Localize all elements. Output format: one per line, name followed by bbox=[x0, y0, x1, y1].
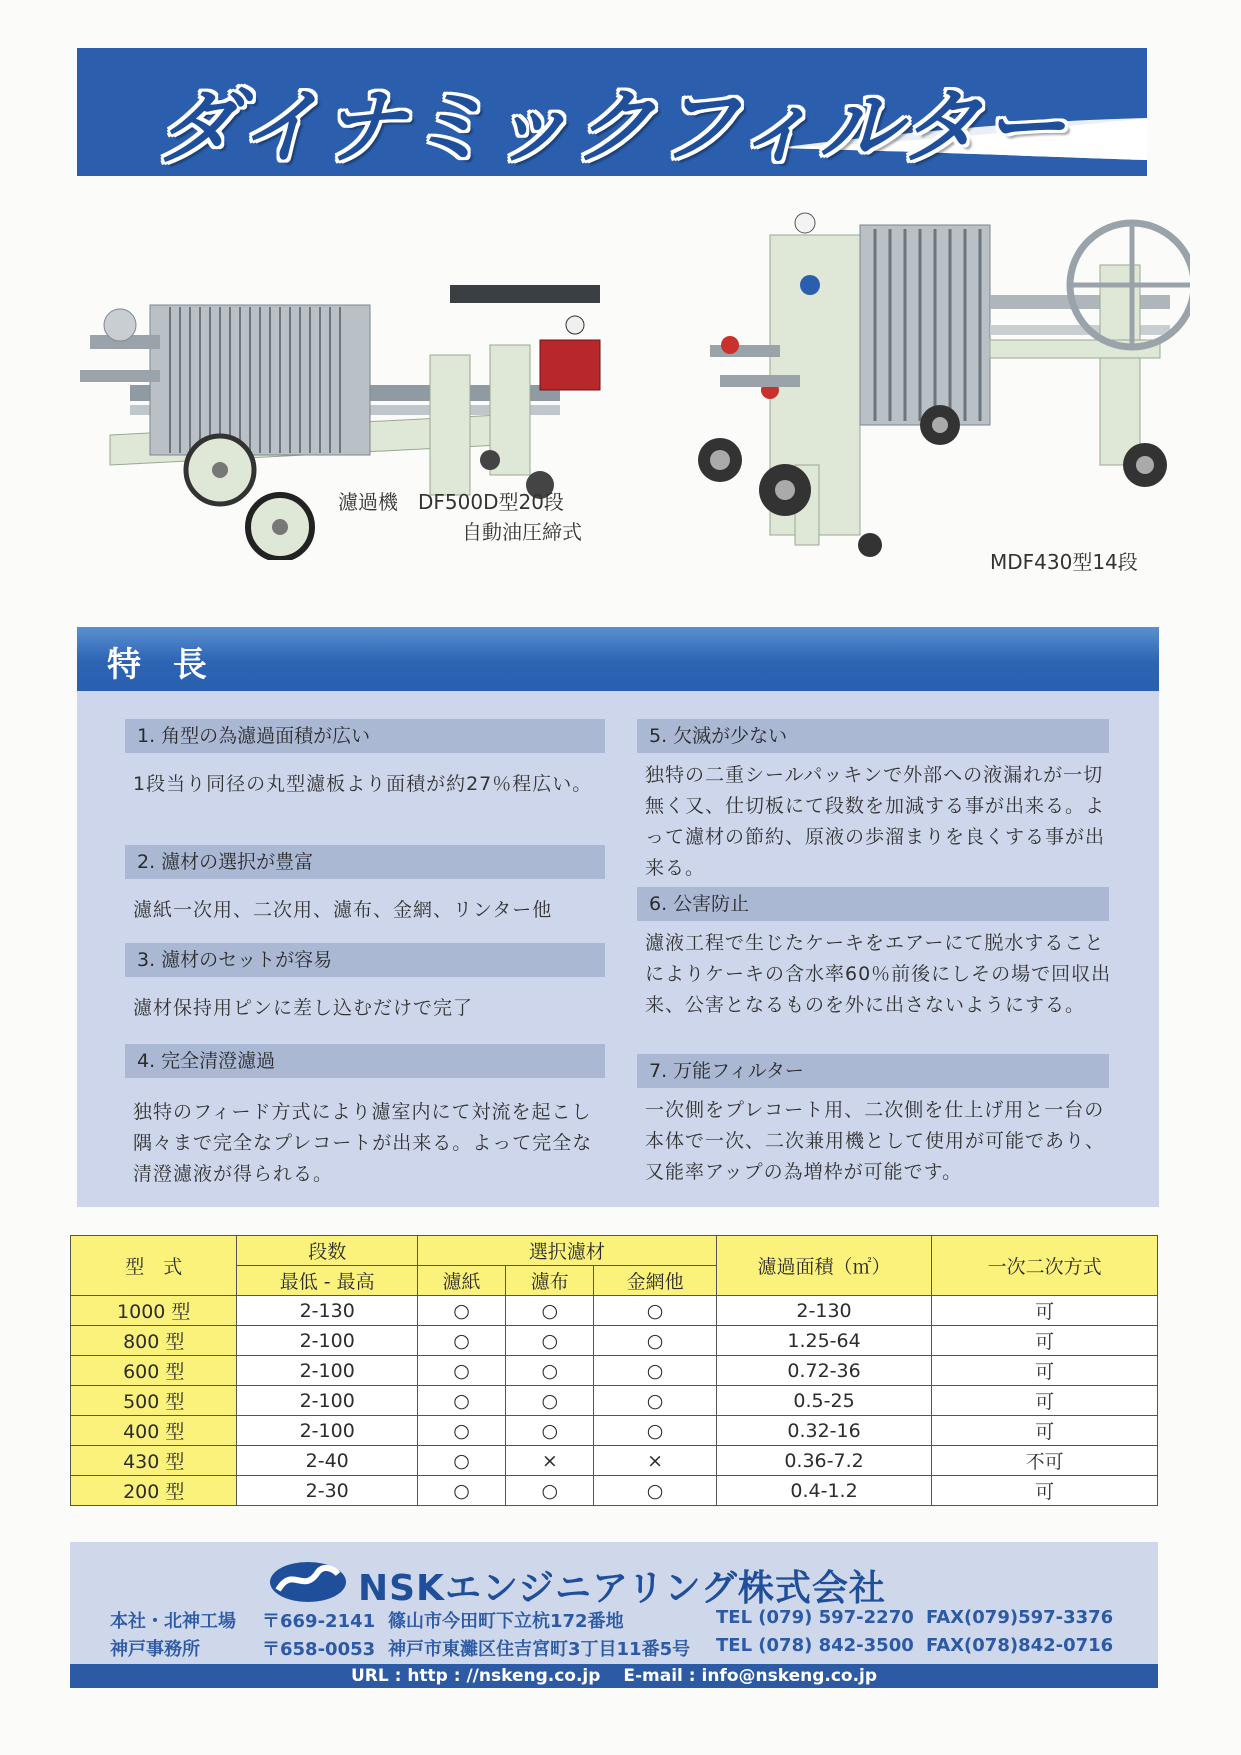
cloth-cell: ○ bbox=[506, 1356, 594, 1386]
photo-caption-df500d bbox=[338, 487, 582, 547]
mesh-cell: ○ bbox=[594, 1326, 716, 1356]
paper-cell: ○ bbox=[417, 1356, 505, 1386]
paper-cell: ○ bbox=[417, 1416, 505, 1446]
model-cell: 200 型 bbox=[71, 1476, 237, 1506]
area-cell: 0.4-1.2 bbox=[716, 1476, 932, 1506]
stages-cell: 2-130 bbox=[237, 1296, 417, 1326]
table-row bbox=[71, 1386, 1158, 1416]
header-media: 選択濾材 bbox=[417, 1236, 716, 1266]
feature-2-body: 濾紙一次用、二次用、濾布、金網、リンター他 bbox=[133, 899, 553, 921]
feature-4-body: 独特のフィード方式により濾室内にて対流を起こし隅々まで完全なプレコートが出来る。よって完全な清澄濾液が得られる。 bbox=[133, 1101, 593, 1185]
company-name: NSKエンジニアリング株式会社 bbox=[358, 1568, 886, 1609]
feature-3-body: 濾材保持用ピンに差し込むだけで完了 bbox=[133, 997, 474, 1019]
area-cell: 1.25-64 bbox=[716, 1326, 932, 1356]
paper-cell: ○ bbox=[417, 1386, 505, 1416]
method-cell: 可 bbox=[932, 1476, 1158, 1506]
model-cell: 800 型 bbox=[71, 1326, 237, 1356]
feature-6-body: 濾液工程で生じたケーキをエアーにて脱水することによりケーキの含水率60％前後にしその場で回収出来、公害となるものを外に出さないようにする。 bbox=[645, 932, 1112, 1016]
table-row bbox=[71, 1446, 1158, 1476]
nsk-logo-mark-icon bbox=[268, 1560, 348, 1604]
features-heading: 特 長 bbox=[107, 645, 217, 685]
area-cell: 0.32-16 bbox=[716, 1416, 932, 1446]
url-email-bar: URL : http : //nskeng.co.jp E-mail : info@nskeng.co.jp bbox=[70, 1664, 1158, 1688]
features-panel bbox=[77, 627, 1159, 1207]
cloth-cell: ○ bbox=[506, 1326, 594, 1356]
stages-cell: 2-100 bbox=[237, 1326, 417, 1356]
method-cell: 可 bbox=[932, 1326, 1158, 1356]
model-cell: 400 型 bbox=[71, 1416, 237, 1446]
filter-machine-photo-mdf430 bbox=[690, 205, 1190, 595]
feature-3-title: 3. 濾材のセットが容易 bbox=[125, 943, 605, 977]
area-cell: 0.72-36 bbox=[716, 1356, 932, 1386]
feature-4-title: 4. 完全清澄濾過 bbox=[125, 1044, 605, 1078]
mesh-cell: ○ bbox=[594, 1476, 716, 1506]
header-stages: 段数 bbox=[237, 1236, 417, 1266]
header-stages-sub: 最低 - 最高 bbox=[237, 1266, 417, 1296]
cloth-cell: ○ bbox=[506, 1296, 594, 1326]
method-cell: 可 bbox=[932, 1356, 1158, 1386]
office1-zip: 〒669-2141 bbox=[262, 1611, 376, 1632]
table-row bbox=[71, 1476, 1158, 1506]
mesh-cell: ○ bbox=[594, 1386, 716, 1416]
feature-1-body: 1段当り同径の丸型濾板より面積が約27％程広い。 bbox=[133, 773, 593, 795]
method-cell: 可 bbox=[932, 1296, 1158, 1326]
method-cell: 不可 bbox=[932, 1446, 1158, 1476]
mesh-cell: ○ bbox=[594, 1416, 716, 1446]
office2-zip: 〒658-0053 bbox=[262, 1639, 376, 1660]
office2-address: 神戸市東灘区住吉宮町3丁目11番5号 bbox=[388, 1639, 691, 1660]
stages-cell: 2-100 bbox=[237, 1416, 417, 1446]
model-cell: 500 型 bbox=[71, 1386, 237, 1416]
photo-caption-df500d-line1: 濾過機 DF500D型20段 bbox=[338, 490, 564, 514]
feature-7-body: 一次側をプレコート用、二次側を仕上げ用と一台の本体で一次、二次兼用機として使用が可能であり、又能率アップの為増枠が可能です。 bbox=[645, 1099, 1106, 1183]
cloth-cell: × bbox=[506, 1446, 594, 1476]
cloth-cell: ○ bbox=[506, 1386, 594, 1416]
cloth-cell: ○ bbox=[506, 1476, 594, 1506]
stages-cell: 2-100 bbox=[237, 1356, 417, 1386]
table-header-row bbox=[71, 1236, 1158, 1266]
method-cell: 可 bbox=[932, 1416, 1158, 1446]
table-row bbox=[71, 1356, 1158, 1386]
area-cell: 2-130 bbox=[716, 1296, 932, 1326]
spec-table bbox=[70, 1235, 1158, 1506]
feature-6-title: 6. 公害防止 bbox=[637, 887, 1109, 921]
office2-fax: FAX(078)842-0716 bbox=[926, 1635, 1114, 1656]
title-banner bbox=[77, 48, 1147, 176]
header-model: 型 式 bbox=[71, 1236, 237, 1296]
table-row bbox=[71, 1416, 1158, 1446]
area-cell: 0.5-25 bbox=[716, 1386, 932, 1416]
company-footer bbox=[70, 1542, 1158, 1688]
mesh-cell: ○ bbox=[594, 1356, 716, 1386]
feature-5-title: 5. 欠滅が少ない bbox=[637, 719, 1109, 753]
stages-cell: 2-30 bbox=[237, 1476, 417, 1506]
photo-caption-df500d-line2: 自動油圧締式 bbox=[462, 520, 582, 544]
office1-tel: TEL (079) 597-2270 bbox=[716, 1607, 914, 1628]
page-title: ダイナミックフィルター bbox=[156, 80, 1068, 175]
header-media-cloth: 濾布 bbox=[506, 1266, 594, 1296]
features-header bbox=[77, 627, 1159, 691]
method-cell: 可 bbox=[932, 1386, 1158, 1416]
table-row bbox=[71, 1296, 1158, 1326]
paper-cell: ○ bbox=[417, 1446, 505, 1476]
paper-cell: ○ bbox=[417, 1326, 505, 1356]
header-method: 一次二次方式 bbox=[932, 1236, 1158, 1296]
stages-cell: 2-40 bbox=[237, 1446, 417, 1476]
spec-table-body bbox=[71, 1296, 1158, 1506]
office1-address: 篠山市今田町下立杭172番地 bbox=[388, 1611, 624, 1632]
feature-7-title: 7. 万能フィルター bbox=[637, 1054, 1109, 1088]
office2-name: 神戸事務所 bbox=[110, 1639, 200, 1660]
paper-cell: ○ bbox=[417, 1296, 505, 1326]
feature-1-title: 1. 角型の為濾過面積が広い bbox=[125, 719, 605, 753]
stages-cell: 2-100 bbox=[237, 1386, 417, 1416]
model-cell: 600 型 bbox=[71, 1356, 237, 1386]
model-cell: 1000 型 bbox=[71, 1296, 237, 1326]
office1-name: 本社・北神工場 bbox=[110, 1611, 236, 1632]
header-media-mesh: 金網他 bbox=[594, 1266, 716, 1296]
feature-2-title: 2. 濾材の選択が豊富 bbox=[125, 845, 605, 879]
area-cell: 0.36-7.2 bbox=[716, 1446, 932, 1476]
office2-tel: TEL (078) 842-3500 bbox=[716, 1635, 914, 1656]
office1-fax: FAX(079)597-3376 bbox=[926, 1607, 1114, 1628]
paper-cell: ○ bbox=[417, 1476, 505, 1506]
header-media-paper: 濾紙 bbox=[417, 1266, 505, 1296]
header-area: 濾過面積（㎡） bbox=[716, 1236, 932, 1296]
photo-caption-mdf430: MDF430型14段 bbox=[990, 550, 1138, 574]
cloth-cell: ○ bbox=[506, 1416, 594, 1446]
mesh-cell: ○ bbox=[594, 1296, 716, 1326]
feature-5-body: 独特の二重シールパッキンで外部への液漏れが一切無く又、仕切板にて段数を加減する事が出来る。よって濾材の節約、原液の歩溜まりを良くする事が出来る。 bbox=[645, 764, 1106, 879]
mesh-cell: × bbox=[594, 1446, 716, 1476]
model-cell: 430 型 bbox=[71, 1446, 237, 1476]
table-row bbox=[71, 1326, 1158, 1356]
